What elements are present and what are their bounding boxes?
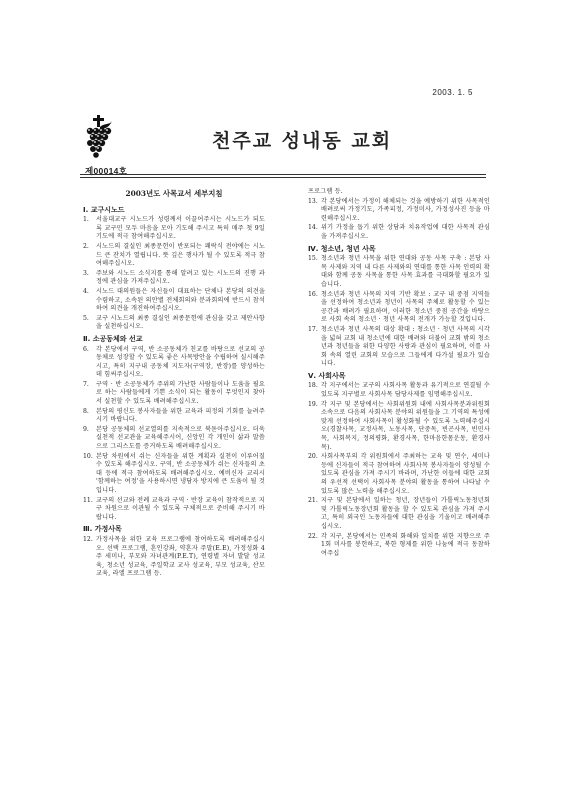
guideline-item <box>83 346 265 380</box>
right-sections <box>308 245 490 559</box>
item-text: 각 본당에서 구역, 반 소공동체가 친교를 바탕으로 선교의 공동체로 성장할 수 있도록 좋은 사목방안을 수립하여 실시해주시고, 특히 지구내 공동체 지도자(구역장, 반장)를 양성하는데 힘써주십시오. <box>96 345 265 379</box>
item-text: 본당의 평신도 봉사자들을 위한 교육과 피정의 기회를 늘려주시기 바랍니다. <box>96 407 265 424</box>
item-number: 16. <box>308 290 318 298</box>
item-text: 각 지구에서는 교구의 사회사목 활동과 유기적으로 연결될 수 있도록 지구별로 사회사목 담당사제를 임명해주십시오. <box>321 382 490 399</box>
guideline-item <box>83 243 265 269</box>
guideline-item <box>308 224 490 241</box>
guideline-item <box>308 497 490 531</box>
guideline-item <box>83 408 265 425</box>
section-heading: Ⅱ. 소공동체와 선교 <box>83 334 143 343</box>
header-rule <box>80 174 486 175</box>
section-heading: Ⅲ. 가정사목 <box>83 525 122 534</box>
left-sections <box>83 206 265 579</box>
issue-number: 제00014호 <box>85 166 128 176</box>
item-number: 17. <box>308 325 318 333</box>
guideline-item <box>308 326 490 369</box>
guideline-item <box>83 288 265 314</box>
item-text: 지구 및 본당에서 일하는 청년, 장년들이 가톨릭노동청년회 및 가톨릭노동장년회 활동을 할 수 있도록 관심을 가져 주시고, 특히 외국인 노동자들에 대한 관심을 기울이고 배려해주십시오. <box>321 497 490 530</box>
item-number: 1. <box>83 216 89 224</box>
guideline-item <box>308 255 490 289</box>
guideline-item <box>83 381 265 407</box>
right-column <box>308 188 490 559</box>
item-number: 15. <box>308 255 318 263</box>
item-text: 각 본당에서는 가정이 해체되는 것을 예방하기 위한 사목적인 배려로써 가정기도, 가족피정, 가정미사, 가정성사진 등을 마련해주십시오. <box>321 197 490 222</box>
guideline-item <box>308 453 490 496</box>
item-text: 교구의 선교와 전례 교육과 구역 · 반장 교육이 참작적으로 지구 차원으로 이관될 수 있도록 구체적으로 준비해 주시기 바랍니다. <box>96 496 265 521</box>
item-number: 12. <box>83 535 93 543</box>
item-text: 청소년과 청년 사목의 대상 확대 : 청소년 · 청년 사목의 시각을 넓혀 교회 내 청소년에 대한 배려와 더불어 교회 밖의 청소년과 청년들을 위한 다양한 사랑과 관심이 필요하며, 이를 사회 속의 열린 교회의 모습으로 그들에게 다가설 필요가 있습니다. <box>321 325 490 368</box>
item-number: 8. <box>83 407 89 415</box>
item-number: 10. <box>83 452 93 460</box>
item-text: 각 지구 및 본당에서는 사회위원회 내에 사회사목분과위원회 소속으로 다음의 사회사목 분야의 위원들을 그 기역의 특성에 맞게 선정하여 사회사목이 활성화될 수 있도록 노력해주십시오(경찰사목, 교정사목, 노동사목, 단중독, 빈곤사목, 빈민사목, 사회복지, 정의평화, 환경사목, 한마음한몸운동, 환경사목). <box>321 400 490 451</box>
item-number: 3. <box>83 269 89 277</box>
guideline-item <box>83 536 265 579</box>
item-number: 14. <box>308 224 318 232</box>
continued-text: 프로그램 등. <box>308 188 343 195</box>
item-text: 청소년과 청년 사목의 지역 기반 확보 : 교구 내 중점 지역들을 선정하여 청소년과 청년이 사목의 주체로 활동할 수 있는 공간과 배려가 필요하며, 이러한 청소년 중점 공간을 바탕으로 사회 속의 청소년 · 청년 사목의 전개가 가능할 것입니다. <box>321 290 490 324</box>
item-text: 가정사목을 위한 교육 프로그램에 참여하도록 배려해주십시오. 선택 프로그램, 혼인강좌, 약혼자 주말(E.E), 가정성화 4주 세미나, 부모와 자녀관계(P.E.T), 연령별 자녀 발달 성교육, 청소년 성교육, 주일학교 교사 성교육, 부모 성교육, 산모 교육, 라엘 프로그램 등. <box>96 535 265 578</box>
guideline-item <box>308 291 490 325</box>
newsletter-title: 천주교 성내동 교회 <box>212 130 393 152</box>
guideline-item <box>308 401 490 453</box>
grape-cross-logo <box>84 115 114 161</box>
right-items-before <box>308 198 490 242</box>
item-number: 4. <box>83 287 89 295</box>
guideline-item <box>83 426 265 452</box>
item-text: 서울대교구 시노드가 성령께서 이끌어주시는 시노드가 되도록 교구민 모두 마음을 모아 기도해 주시고 특히 매주 첫 9일기도에 적극 참여해주십시오. <box>96 216 265 241</box>
guideline-item <box>83 270 265 287</box>
item-text: 사회사목부의 각 위원회에서 주최하는 교육 및 연수, 세미나 등에 신자들이 적극 참여하여 사회사목 봉사자들이 양성될 수 있도록 관심을 가져 주시기 바라며, 가난한 이들에 대한 교회의 우선적 선택이 사회사목 분야의 활동을 통하여 나타날 수 있도록 많은 노력을 해주십시오. <box>321 453 490 495</box>
section-heading: Ⅳ. 청소년, 청년 사목 <box>308 244 376 253</box>
item-number: 20. <box>308 453 318 461</box>
left-column <box>83 188 265 580</box>
section-heading: Ⅴ. 사회사목 <box>308 371 346 380</box>
item-number: 18. <box>308 382 318 390</box>
item-text: 시노드 대의원들은 자신들이 대표하는 단체나 본당의 의견을 수렴하고, 소속된 의안별 전체회의와 분과회의에 반드시 참석하여 의견을 개진하여주십시오. <box>96 287 265 313</box>
item-text: 구역 · 반 소공동체가 주위의 가난한 사람들이나 도움을 필요로 하는 사람들에게 기쁜 소식이 되는 활동이 무엇인지 찾아서 실천할 수 있도록 배려해주십시오. <box>96 380 265 406</box>
guideline-item <box>308 533 490 559</box>
item-text: 주보와 시노드 소식지를 통해 알려고 있는 시노드의 진행 과정에 관심을 가져주십시오. <box>96 269 265 286</box>
item-number: 22. <box>308 532 318 540</box>
item-number: 9. <box>83 425 89 433</box>
guideline-item <box>83 216 265 242</box>
item-number: 5. <box>83 314 89 322</box>
item-text: 시노드의 결실인 최종문헌이 반포되는 쾌락식 전야에는 시노드 큰 잔치가 열립니다. 뜻 깊은 행사가 될 수 있도록 적극 참여해주십시오. <box>96 242 265 268</box>
guideline-item <box>83 453 265 496</box>
guideline-title: 2003년도 사목교서 세부지침 <box>125 189 223 198</box>
item-number: 19. <box>308 400 318 408</box>
issue-date: 2003. 1. 5 <box>432 88 473 97</box>
item-number: 6. <box>83 345 89 353</box>
section-heading: Ⅰ. 교구시노드 <box>83 205 125 214</box>
guideline-item <box>83 315 265 332</box>
item-number: 21. <box>308 497 318 505</box>
item-text: 각 지구, 본당에서는 민족의 화해와 일치를 위한 지향으로 주 1회 미사를 봉헌하고, 북한 형제를 위한 나눔에 적극 동참하여주십 <box>321 532 490 557</box>
item-text: 본당 차원에서 쉬는 신자들을 위한 계획과 실천이 이루어질 수 있도록 해주십시오. 구역, 반 소공동체가 쉬는 신자들의 초대 등에 적극 참여하도록 배려해주십시오. 예비신자 교리시 '함께하는 여정'을 사용하시면 냉담자 방지에 큰 도움이 될 것입니다. <box>96 452 265 494</box>
guideline-item <box>308 382 490 399</box>
item-number: 11. <box>83 496 93 504</box>
item-text: 청소년과 청년 사목을 위한 연대와 공동 사목 구축 : 본당 사목 사제와 지역 내 다른 사제와의 연대를 통한 사목 인력의 확대와 함께 공동 사목을 통한 사목 효과를 극대화할 필요가 있습니다. <box>321 255 490 288</box>
item-number: 2. <box>83 242 89 250</box>
item-text: 위기 가정을 돕기 위한 상담과 치유작업에 대한 사목적 관심을 가져주십시오. <box>321 224 490 240</box>
item-text: 교구 시노드의 최종 결실인 최종문헌에 관심을 갖고 제안사항을 실천하십시오. <box>96 314 265 331</box>
item-text: 본당 공동체의 선교열의를 지속적으로 북돋아주십시오. 더욱 실천적 선교관을 교육해주시어, 신앙인 각 개인이 삶과 말씀으로 그리스도를 증거하도록 배려해주십시오. <box>96 425 265 451</box>
item-number: 7. <box>83 380 89 388</box>
header-rule-thin <box>80 177 486 178</box>
item-number: 13. <box>308 197 318 205</box>
guideline-item <box>308 198 490 224</box>
guideline-item <box>83 497 265 523</box>
